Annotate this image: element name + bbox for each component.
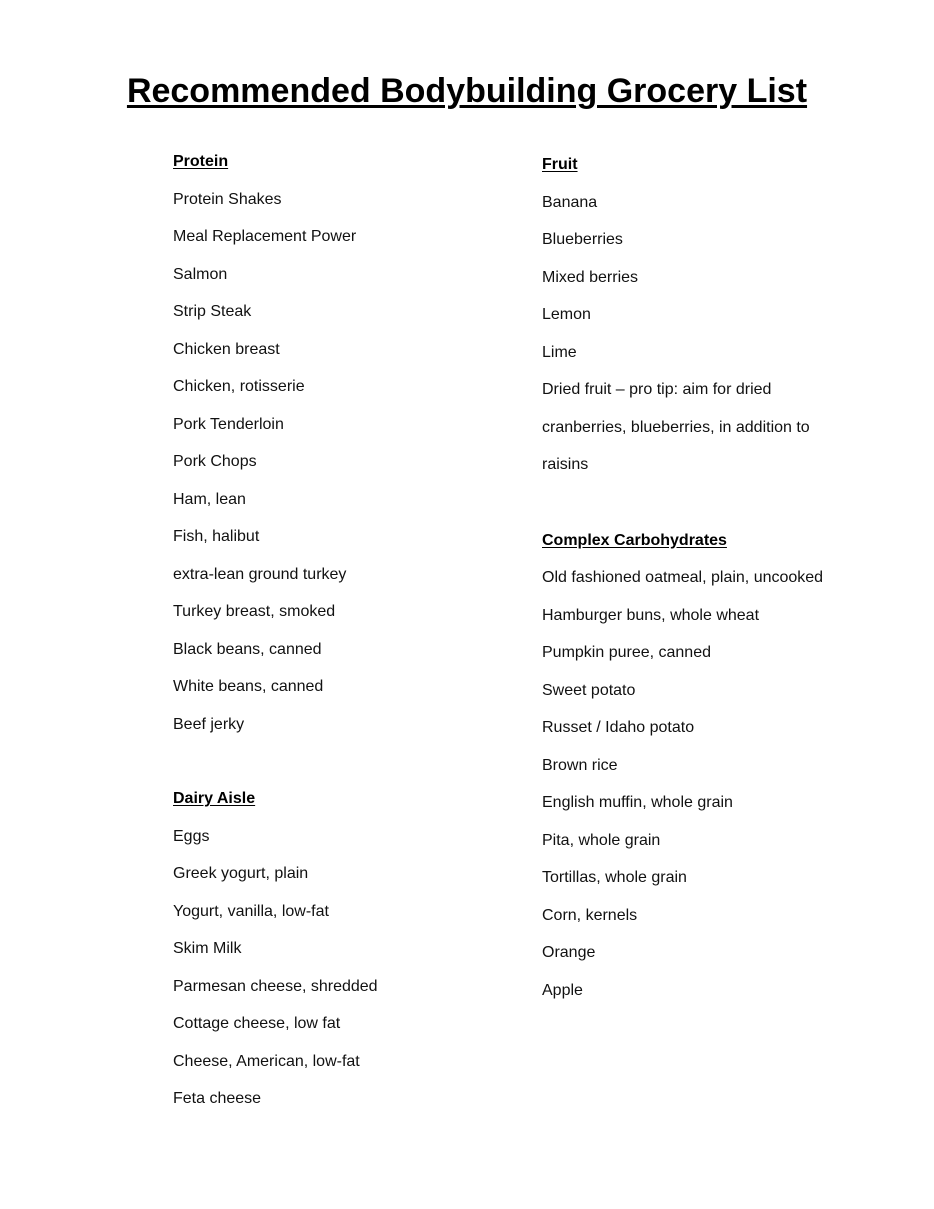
dairy-section [173, 789, 513, 1127]
list-item: Brown rice [542, 756, 618, 774]
list-item: English muffin, whole grain [542, 794, 733, 811]
list-item: Ham, lean [173, 490, 246, 508]
section-spacer [173, 752, 513, 789]
list-item: Pumpkin puree, canned [542, 644, 711, 661]
list-item: Orange [542, 944, 596, 961]
list-item: Fish, halibut [173, 528, 260, 545]
left-column [173, 152, 513, 1127]
list-item: Parmesan cheese, shredded [173, 977, 378, 995]
list-item: Banana [542, 193, 598, 211]
list-item: Hamburger buns, whole wheat [542, 606, 760, 624]
protein-list [173, 190, 513, 753]
fruit-heading: Fruit [542, 156, 578, 173]
list-item: Salmon [173, 265, 228, 283]
carbs-heading: Complex Carbohydrates [542, 531, 727, 549]
list-item: Lemon [542, 306, 591, 323]
list-item: Eggs [173, 827, 210, 845]
list-item: extra-lean ground turkey [173, 565, 347, 583]
list-item: Greek yogurt, plain [173, 865, 309, 882]
page-title: Recommended Bodybuilding Grocery List [126, 72, 808, 110]
list-item: Apple [542, 981, 583, 999]
list-item: White beans, canned [173, 678, 324, 695]
list-item: Chicken breast [173, 340, 280, 358]
carbs-list [542, 568, 922, 1018]
list-item: Skim Milk [173, 940, 242, 957]
protein-heading: Protein [173, 153, 229, 170]
section-spacer [542, 493, 922, 531]
dairy-list [173, 827, 513, 1127]
list-item: Tortillas, whole grain [542, 869, 687, 886]
list-item: Pita, whole grain [542, 831, 661, 849]
list-item: Turkey breast, smoked [173, 603, 336, 620]
list-item: raisins [542, 456, 589, 473]
list-item: Corn, kernels [542, 906, 638, 924]
list-item: Russet / Idaho potato [542, 719, 695, 736]
list-item: Yogurt, vanilla, low-fat [173, 902, 329, 920]
dairy-heading: Dairy Aisle [173, 790, 256, 807]
carbs-section [542, 531, 922, 1019]
fruit-section [542, 155, 922, 493]
list-item: Beef jerky [173, 715, 245, 733]
list-item: Pork Tenderloin [173, 415, 284, 433]
list-item: Black beans, canned [173, 640, 322, 658]
list-item: Protein Shakes [173, 190, 282, 208]
list-item: Lime [542, 343, 577, 361]
list-item: Blueberries [542, 231, 623, 248]
list-item: Meal Replacement Power [173, 228, 357, 245]
list-item: Dried fruit – pro tip: aim for dried [542, 381, 772, 398]
list-item: Mixed berries [542, 268, 639, 286]
fruit-list [542, 193, 922, 493]
list-item: Sweet potato [542, 681, 636, 699]
page-title-container [0, 72, 934, 111]
list-item: Feta cheese [173, 1090, 262, 1107]
list-item: cranberries, blueberries, in addition to [542, 418, 810, 436]
list-item: Old fashioned oatmeal, plain, uncooked [542, 569, 824, 586]
list-item: Strip Steak [173, 303, 252, 320]
list-item: Cottage cheese, low fat [173, 1015, 341, 1032]
right-column [542, 155, 922, 1018]
list-item: Pork Chops [173, 453, 257, 470]
protein-section [173, 152, 513, 752]
list-item: Chicken, rotisserie [173, 378, 305, 395]
list-item: Cheese, American, low-fat [173, 1052, 360, 1070]
